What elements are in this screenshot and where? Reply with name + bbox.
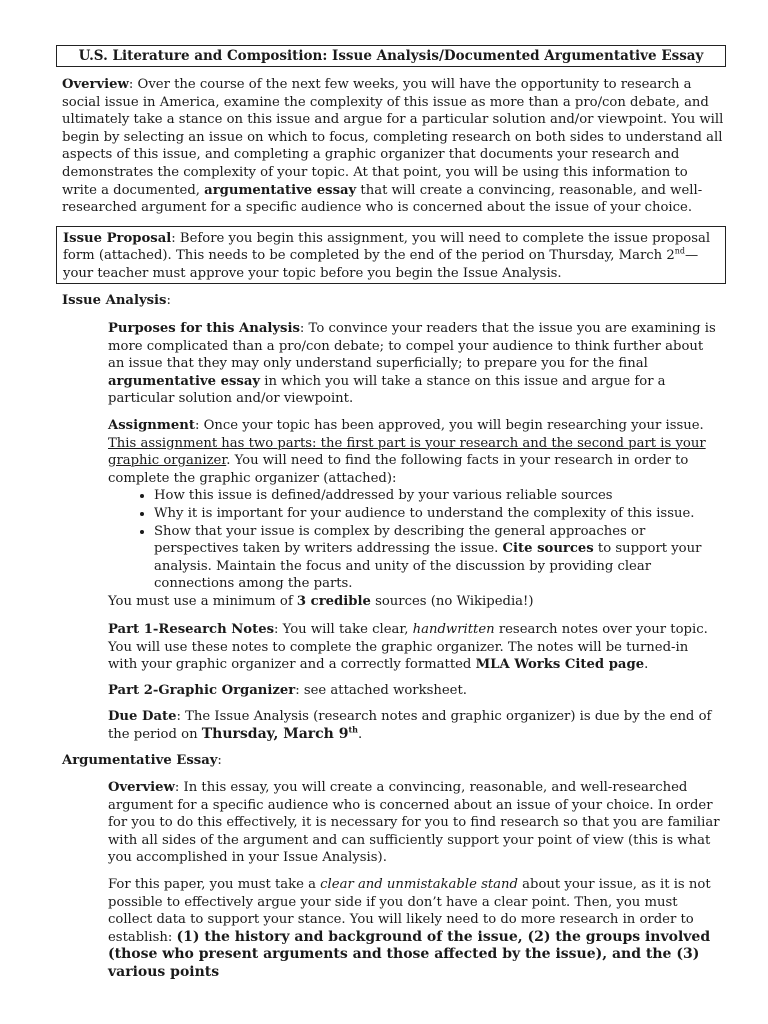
list-item: • Show that your issue is complex by describing the general approaches or perspectives taken by writers addressing the issue. Cite sources to support your analysis. Maintain the focus and unity of the discussion by providing clear connections among the parts. bbox=[154, 523, 720, 593]
essay-overview-label: Overview bbox=[108, 780, 175, 795]
assignment-label: Assignment bbox=[108, 418, 195, 433]
assignment-underline: This assignment has two parts: the first part is your research and the second part is your graphic organizer bbox=[108, 435, 706, 469]
due-date-paragraph: Due Date: The Issue Analysis (research notes and graphic organizer) is due by the end of the period on Thursday, March 9th. bbox=[108, 709, 712, 742]
proposal-text-1: : Before you begin this assignment, you will need to complete the issue proposal form (attached). This needs to be completed by the end of the period on Thursday, March 2 bbox=[63, 231, 711, 264]
essay-overview-paragraph: Overview: In this essay, you will create a convincing, reasonable, and well-researched argument for a specific audience who is concerned about an issue of your choice. In order for you to do this effectively, it is necessary for you to find research so that you are familiar with all sides of the argument and can sufficiently support your point of view (this is what you accomplished in your Issue Analysis). bbox=[108, 780, 720, 866]
assignment-bullets bbox=[108, 487, 720, 593]
document-title: U.S. Literature and Composition: Issue Analysis/Documented Argumentative Essay bbox=[56, 45, 726, 67]
proposal-text-2: —your teacher must approve your topic before you begin the Issue Analysis. bbox=[63, 248, 699, 281]
due-date-label: Due Date bbox=[108, 709, 177, 724]
overview-bold: argumentative essay bbox=[204, 182, 357, 198]
proposal-label: Issue Proposal bbox=[63, 231, 172, 246]
purposes-paragraph: Purposes for this Analysis: To convince your readers that the issue you are examining is more complicated than a pro/con debate; to compel your audience to think further about an issue that they may only understand superficially; to prepare you for the final argumentative essay in which you will take a stance on this issue and argue for a particular solution and/or viewpoint. bbox=[108, 321, 716, 407]
list-item: • How this issue is defined/addressed by your various reliable sources bbox=[154, 487, 720, 505]
essay-stance-paragraph: For this paper, you must take a clear and unmistakable stand about your issue, as it is not possible to effectively argue your side if you don’t have a clear point. Then, you must collect data to support your stance. You will likely need to do more research in order to establish: (1) the history and background of the issue, (2) the groups involved (those who present arguments and those affected by the issue), and the (3) various points bbox=[108, 877, 711, 980]
assignment-paragraph: Assignment: Once your topic has been approved, you will begin researching your issue. This assignment has two parts: the first part is your research and the second part is your graphic organizer. You will need to find the following facts in your research in order to complete the graphic organizer (attached): • How this issue is defined/addressed by your various reliable sources • Why it is important for your audience to understand the complexity of this issue. • Show that your issue is complex by describing the general approaches or perspectives taken by writers addressing the issue. Cite sources to support your analysis. Maintain the focus and unity of the discussion by providing clear connections among the parts. You must use a minimum of 3 credible sources (no Wikipedia!) bbox=[108, 417, 720, 611]
argumentative-essay-heading: Argumentative Essay: bbox=[62, 753, 222, 768]
minimum-sources-line: You must use a minimum of 3 credible sources (no Wikipedia!) bbox=[108, 593, 534, 609]
overview-label: Overview bbox=[62, 77, 129, 92]
issue-analysis-heading: Issue Analysis: bbox=[62, 293, 171, 308]
list-item: • Why it is important for your audience to understand the complexity of this issue. bbox=[154, 505, 720, 523]
proposal-sup: nd bbox=[674, 247, 686, 257]
part1-paragraph: Part 1-Research Notes: You will take clear, handwritten research notes over your topic. You will use these notes to complete the graphic organizer. The notes will be turned-in with your graphic organizer and a correctly formatted MLA Works Cited page. bbox=[108, 622, 708, 673]
part2-label: Part 2-Graphic Organizer bbox=[108, 683, 296, 698]
overview-text-1: : Over the course of the next few weeks, you will have the opportunity to research a social issue in America, examine the complexity of this issue as more than a pro/con debate, and ultimately take a stance on this issue and argue for a particular solution and/or viewpoint. You will begin by selecting an issue on which to focus, completing research on both sides to understand all aspects of this issue, and completing a graphic organizer that documents your research and demonstrates the complexity of your topic. At that point, you will be using this information to write a documented, bbox=[62, 77, 724, 198]
part2-paragraph: Part 2-Graphic Organizer: see attached worksheet. bbox=[108, 683, 467, 698]
overview-paragraph bbox=[62, 76, 724, 217]
purposes-label: Purposes for this Analysis bbox=[108, 321, 300, 336]
issue-proposal-box bbox=[56, 226, 726, 284]
part1-label: Part 1-Research Notes bbox=[108, 622, 275, 637]
overview-text-2: that will create a convincing, reasonable, and well-researched argument for a specific audience who is concerned about the issue of your choice. bbox=[62, 182, 703, 216]
